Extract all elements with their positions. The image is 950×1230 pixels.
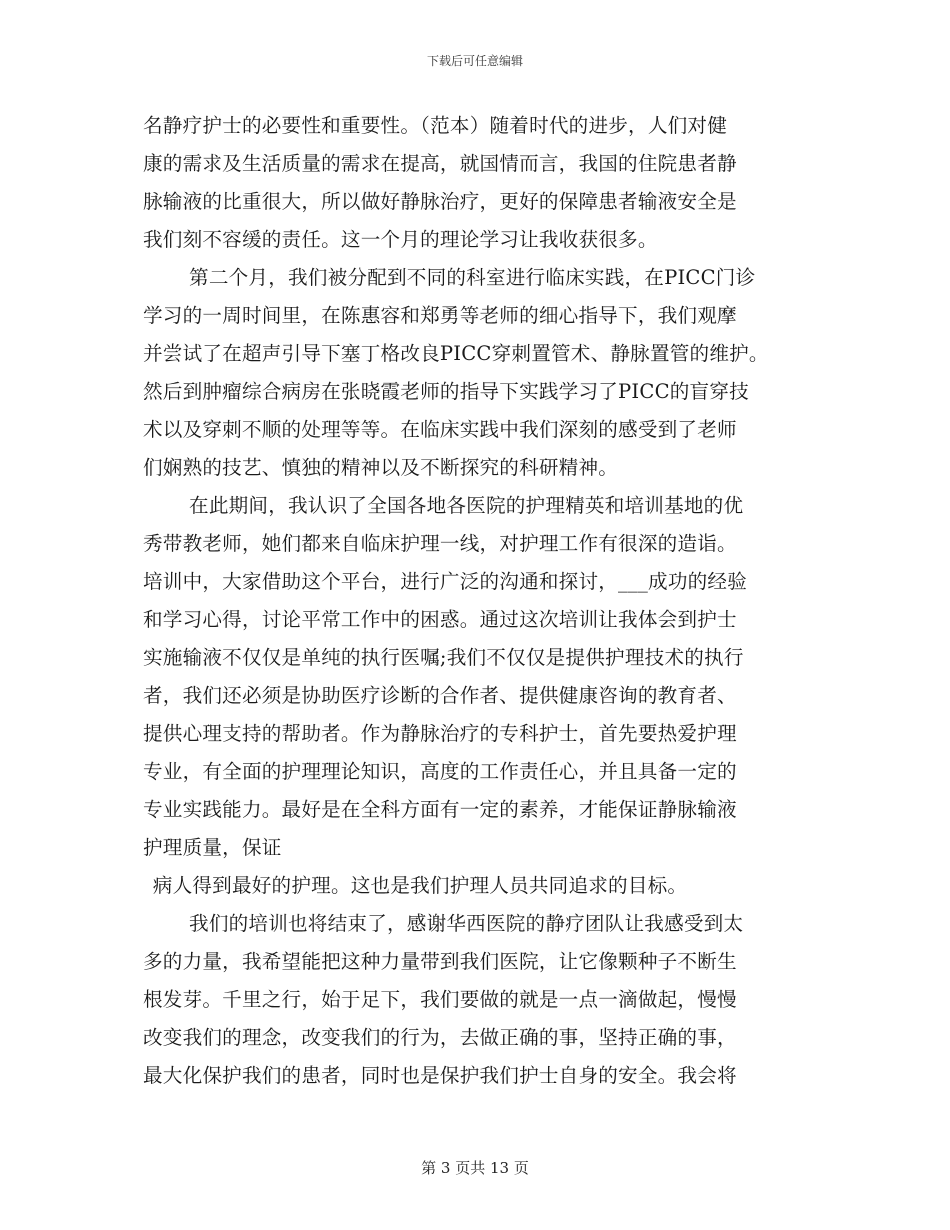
body-text-line: 们娴熟的技艺、慎独的精神以及不断探究的科研精神。 <box>143 456 619 479</box>
body-text-line: 和学习心得，讨论平常工作中的困惑。通过这次培训让我体会到护士 <box>143 608 737 631</box>
body-text-line: 护理质量，保证 <box>143 836 282 859</box>
body-text-line: 根发芽。千里之行，始于足下，我们要做的就是一点一滴做起，慢慢 <box>143 988 737 1011</box>
body-text-line: 者，我们还必须是协助医疗诊断的合作者、提供健康咨询的教育者、 <box>143 684 737 707</box>
body-text-line: 实施输液不仅仅是单纯的执行医嘱;我们不仅仅是提供护理技术的执行 <box>143 646 744 669</box>
body-text-line: 秀带教老师，她们都来自临床护理一线，对护理工作有很深的造诣。 <box>143 532 737 555</box>
body-text-line: 我们的培训也将结束了，感谢华西医院的静疗团队让我感受到太 <box>189 912 744 935</box>
body-text-line: 第二个月，我们被分配到不同的科室进行临床实践，在PICC门诊 <box>189 266 756 289</box>
body-text-line: 康的需求及生活质量的需求在提高，就国情而言，我国的住院患者静 <box>143 152 737 175</box>
body-text-line: 培训中，大家借助这个平台，进行广泛的沟通和探讨，___成功的经验 <box>143 570 748 593</box>
body-text-line: 病人得到最好的护理。这也是我们护理人员共同追求的目标。 <box>152 874 688 897</box>
body-text-line: 学习的一周时间里，在陈惠容和郑勇等老师的细心指导下，我们观摩 <box>143 304 737 327</box>
body-text-line: 名静疗护士的必要性和重要性。（范本）随着时代的进步，人们对健 <box>143 114 728 137</box>
body-text-line: 我们刻不容缓的责任。这一个月的理论学习让我收获很多。 <box>143 228 658 251</box>
body-text-line: 专业，有全面的护理理论知识，高度的工作责任心，并且具备一定的 <box>143 760 737 783</box>
body-text-line: 脉输液的比重很大，所以做好静脉治疗，更好的保障患者输液安全是 <box>143 190 737 213</box>
body-text-line: 最大化保护我们的患者，同时也是保护我们护士自身的安全。我会将 <box>143 1064 737 1087</box>
page-footer: 第 3 页共 13 页 <box>421 1159 529 1177</box>
page-header: 下载后可任意编辑 <box>426 54 523 68</box>
body-text-line: 改变我们的理念，改变我们的行为，去做正确的事，坚持正确的事， <box>143 1026 737 1049</box>
body-text-line: 专业实践能力。最好是在全科方面有一定的素养，才能保证静脉输液 <box>143 798 737 821</box>
body-text-line: 多的力量，我希望能把这种力量带到我们医院，让它像颗种子不断生 <box>143 950 737 973</box>
body-text-line: 然后到肿瘤综合病房在张晓霞老师的指导下实践学习了PICC的盲穿技 <box>143 380 749 403</box>
document-body <box>143 107 823 1095</box>
body-text-line: 术以及穿刺不顺的处理等等。在临床实践中我们深刻的感受到了老师 <box>143 418 737 441</box>
body-text-line: 提供心理支持的帮助者。作为静脉治疗的专科护士，首先要热爱护理 <box>143 722 737 745</box>
body-text-line: 在此期间，我认识了全国各地各医院的护理精英和培训基地的优 <box>189 494 744 517</box>
body-text-line: 并尝试了在超声引导下塞丁格改良PICC穿刺置管术、静脉置管的维护。 <box>143 342 769 365</box>
